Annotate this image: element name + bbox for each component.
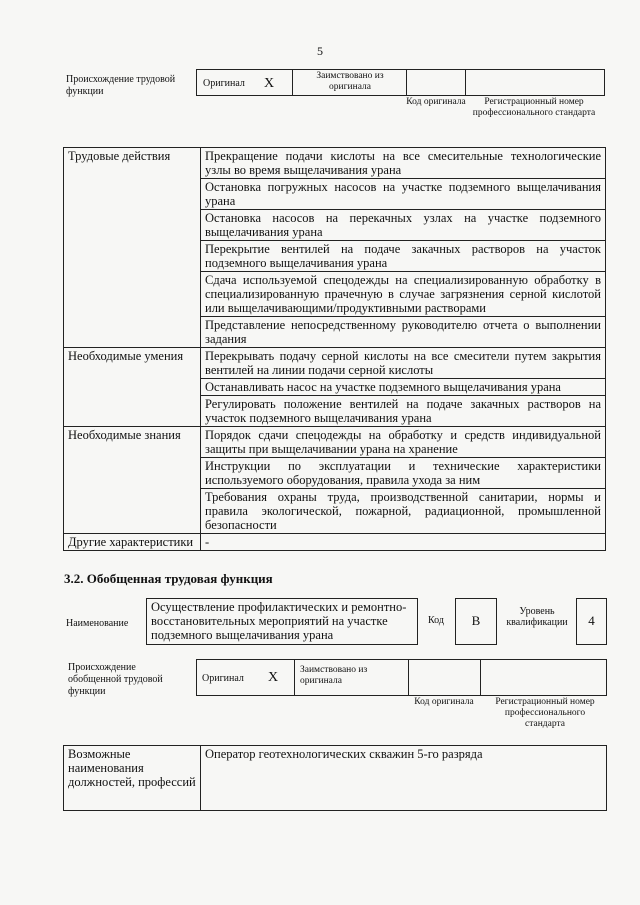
table-cell: Требования охраны труда, производственной санитарии, нормы и правила экологической, пожарной, радиационной, промышленной безопасности (201, 489, 606, 534)
table-cell: Сдача используемой спецодежды на специализированную обработку в специализированную прачечную в случае загрязнения серной кислотой или выщелачивающими/продуктивными растворами (201, 272, 606, 317)
table-row (64, 427, 606, 458)
level-value: 4 (588, 613, 595, 628)
table-cell: Представление непосредственному руководителю отчета о выполнении задания (201, 317, 606, 348)
positions-value: Оператор геотехнологических скважин 5-го разряда (201, 746, 607, 811)
top-reg-caption: Регистрационный номер профессионального стандарта (472, 97, 596, 118)
code-label: Код (428, 615, 444, 626)
row-label: Трудовые действия (64, 148, 201, 348)
table-cell: Порядок сдачи спецодежды на обработку и средств индивидуальной защиты при выщелачивании урана на хранение (201, 427, 606, 458)
positions-label: Возможные наименования должностей, профессий (64, 746, 201, 811)
table-row (64, 746, 607, 811)
labor-function-table (63, 147, 606, 551)
row-label: Другие характеристики (64, 534, 201, 551)
table-row (64, 348, 606, 379)
bottom-original-label: Оригинал (202, 673, 244, 684)
name-label: Наименование (66, 618, 129, 629)
code-value: B (471, 613, 481, 628)
table-row (64, 534, 606, 551)
table-row (64, 148, 606, 179)
top-borrowed-label: Заимствовано из оригинала (316, 71, 384, 92)
table-cell: Регулировать положение вентилей на подаче закачных растворов на участок подземного выщелачивания урана (201, 396, 606, 427)
section-title: 3.2. Обобщенная трудовая функция (64, 571, 273, 586)
top-original-label: Оригинал (203, 78, 245, 89)
page-number: 5 (317, 44, 323, 58)
table-cell: Прекращение подачи кислоты на все смесительные технологические узлы во время выщелачивания урана (201, 148, 606, 179)
bottom-origin-label: Происхождение обобщенной трудовой функции (68, 662, 163, 697)
level-label: Уровень квалификации (506, 606, 568, 628)
bottom-original-mark: X (268, 670, 279, 685)
bottom-borrowed-label: Заимствовано из оригинала (300, 665, 368, 686)
table-cell: Остановка погружных насосов на участке подземного выщелачивания урана (201, 179, 606, 210)
top-code-caption: Код оригинала (406, 97, 466, 107)
bottom-reg-caption: Регистрационный номер профессионального стандарта (495, 697, 595, 729)
positions-table (63, 745, 607, 811)
top-origin-label: Происхождение трудовой функции (66, 74, 176, 97)
row-label: Необходимые знания (64, 427, 201, 534)
name-value: Осуществление профилактических и ремонтно-восстановительных мероприятий на участке подземного выщелачивания урана (151, 600, 407, 642)
table-cell: Инструкции по эксплуатации и технические характеристики используемого оборудования, правила ухода за ним (201, 458, 606, 489)
table-cell: - (201, 534, 606, 551)
row-label: Необходимые умения (64, 348, 201, 427)
top-original-mark: X (264, 76, 275, 91)
table-cell: Перекрытие вентилей на подаче закачных растворов на участок подземного выщелачивания урана (201, 241, 606, 272)
bottom-code-caption: Код оригинала (414, 697, 474, 707)
table-cell: Перекрывать подачу серной кислоты на все смесители путем закрытия вентилей на линии подачи серной кислоты (201, 348, 606, 379)
table-cell: Остановка насосов на перекачных узлах на участке подземного выщелачивания урана (201, 210, 606, 241)
table-cell: Останавливать насос на участке подземного выщелачивания урана (201, 379, 606, 396)
